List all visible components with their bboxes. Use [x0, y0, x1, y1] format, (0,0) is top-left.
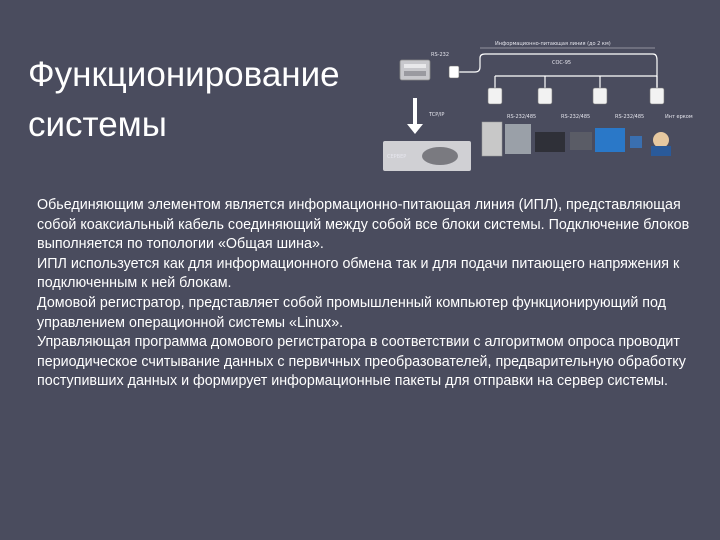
title-line-1: Функционирование [28, 55, 340, 94]
rs-label-2: RS-232/485 [561, 114, 591, 120]
module-3 [593, 88, 607, 104]
system-diagram [387, 36, 705, 176]
bus-label: Информационно-питающая линия (до 2 км) [495, 41, 611, 47]
converter-block [449, 66, 459, 78]
sensor-photo-3 [535, 132, 565, 152]
coc-label: СОС-95 [552, 60, 572, 66]
recorder-device [400, 60, 430, 80]
paragraph-1: Обьединяющим элементом является информационно-питающая линия (ИПЛ), представляющая собой коаксиальный кабель соединяющий между собой все блоки системы. Подключение блоков выполняется по топологии «Общая шина». [37, 197, 690, 253]
sensor-photo-1 [482, 122, 502, 156]
sensor-photo-5 [595, 128, 625, 152]
intercom-person [653, 132, 669, 148]
paragraph-4: Управляющая программа домового регистратора в соответствии с алгоритмом опроса проводит периодическое считывание данных с первичных преобразователей, предварительную обработку поступивших данных и формирует информационные пакеты для отправки на сервер системы. [37, 334, 686, 390]
server-label: СЕРВЕР [387, 154, 407, 160]
rs232-top-label: RS-232 [431, 52, 449, 58]
title-line-2: системы [28, 105, 167, 144]
body-text [37, 196, 697, 392]
tcpip-label: TCP/IP [429, 112, 445, 118]
slide-title [28, 50, 340, 150]
module-2 [538, 88, 552, 104]
server-image [422, 147, 458, 165]
sensor-photo-4 [570, 132, 592, 150]
paragraph-3: Домовой регистратор, представляет собой промышленный компьютер функционирующий под управлением операционной системы «Linux». [37, 294, 666, 331]
module-4 [650, 88, 664, 104]
rs-label-1: RS-232/485 [507, 114, 537, 120]
paragraph-2: ИПЛ используется как для информационного обмена так и для подачи питающего напряжения к подключенным к ней блокам. [37, 255, 680, 292]
sensor-photo-6 [630, 136, 642, 148]
rs-label-3: RS-232/485 [615, 114, 645, 120]
module-1 [488, 88, 502, 104]
intercom-label: Инт ерком [665, 114, 693, 120]
sensor-photo-2 [505, 124, 531, 154]
